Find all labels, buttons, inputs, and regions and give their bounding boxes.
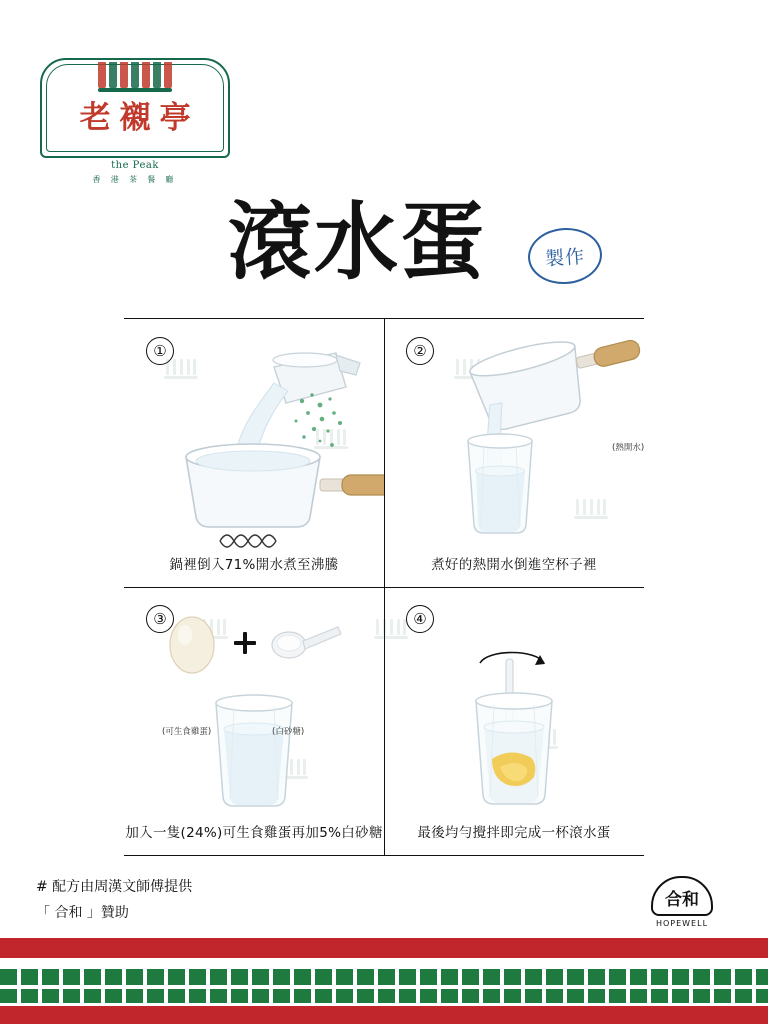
step-caption: 煮好的熱開水倒進空杯子裡 [431,557,597,573]
footer-band-red-bottom [0,1006,768,1024]
step-1-illustration [124,329,384,549]
step-2-illustration [384,329,644,549]
step-2 [384,319,644,587]
step-3-note-sugar: (白砂糖) [272,727,305,737]
logo-name-cn: 老襯亭 [79,100,200,136]
footer-note-sponsor: 「 合和 」贊助 [36,905,129,921]
footer-band-red-top [0,938,768,958]
step-4-illustration [384,597,644,817]
step-caption: 加入一隻(24%)可生食雞蛋再加5%白砂糖 [125,825,383,841]
step-3-note-egg: (可生食雞蛋) [162,727,212,737]
footer-band-white [0,958,768,966]
page-title: 滾水蛋 [228,193,487,291]
awning-icon [98,62,172,96]
footer-band-tile [0,966,768,1006]
step-caption: 最後均勻攪拌即完成一杯滾水蛋 [417,825,611,841]
step-3 [124,587,384,855]
step-3-illustration [124,597,384,817]
logo-name-en: the Peak [111,160,159,171]
step-4 [384,587,644,855]
sponsor-mark-icon [651,876,713,916]
brand-logo [30,48,240,183]
step-number: ③ [146,605,174,633]
step-number: ④ [406,605,434,633]
steps-grid [124,318,644,856]
step-1 [124,319,384,587]
footer-notes [36,874,192,926]
step-2-note: (熱開水) [612,443,645,453]
sponsor-name-cn: 合和 [665,890,699,910]
footer-note-recipe: # 配方由周漢文師傅提供 [36,879,193,895]
sponsor-logo [638,876,726,928]
step-number: ① [146,337,174,365]
status-badge: 製作 [526,225,604,286]
step-caption: 鍋裡倒入71%開水煮至沸騰 [169,557,339,573]
step-number: ② [406,337,434,365]
logo-tagline: 香 港 茶 餐 廳 [92,175,178,184]
footer-band-line-top [0,966,768,969]
sponsor-name-en: HOPEWELL [655,919,709,928]
